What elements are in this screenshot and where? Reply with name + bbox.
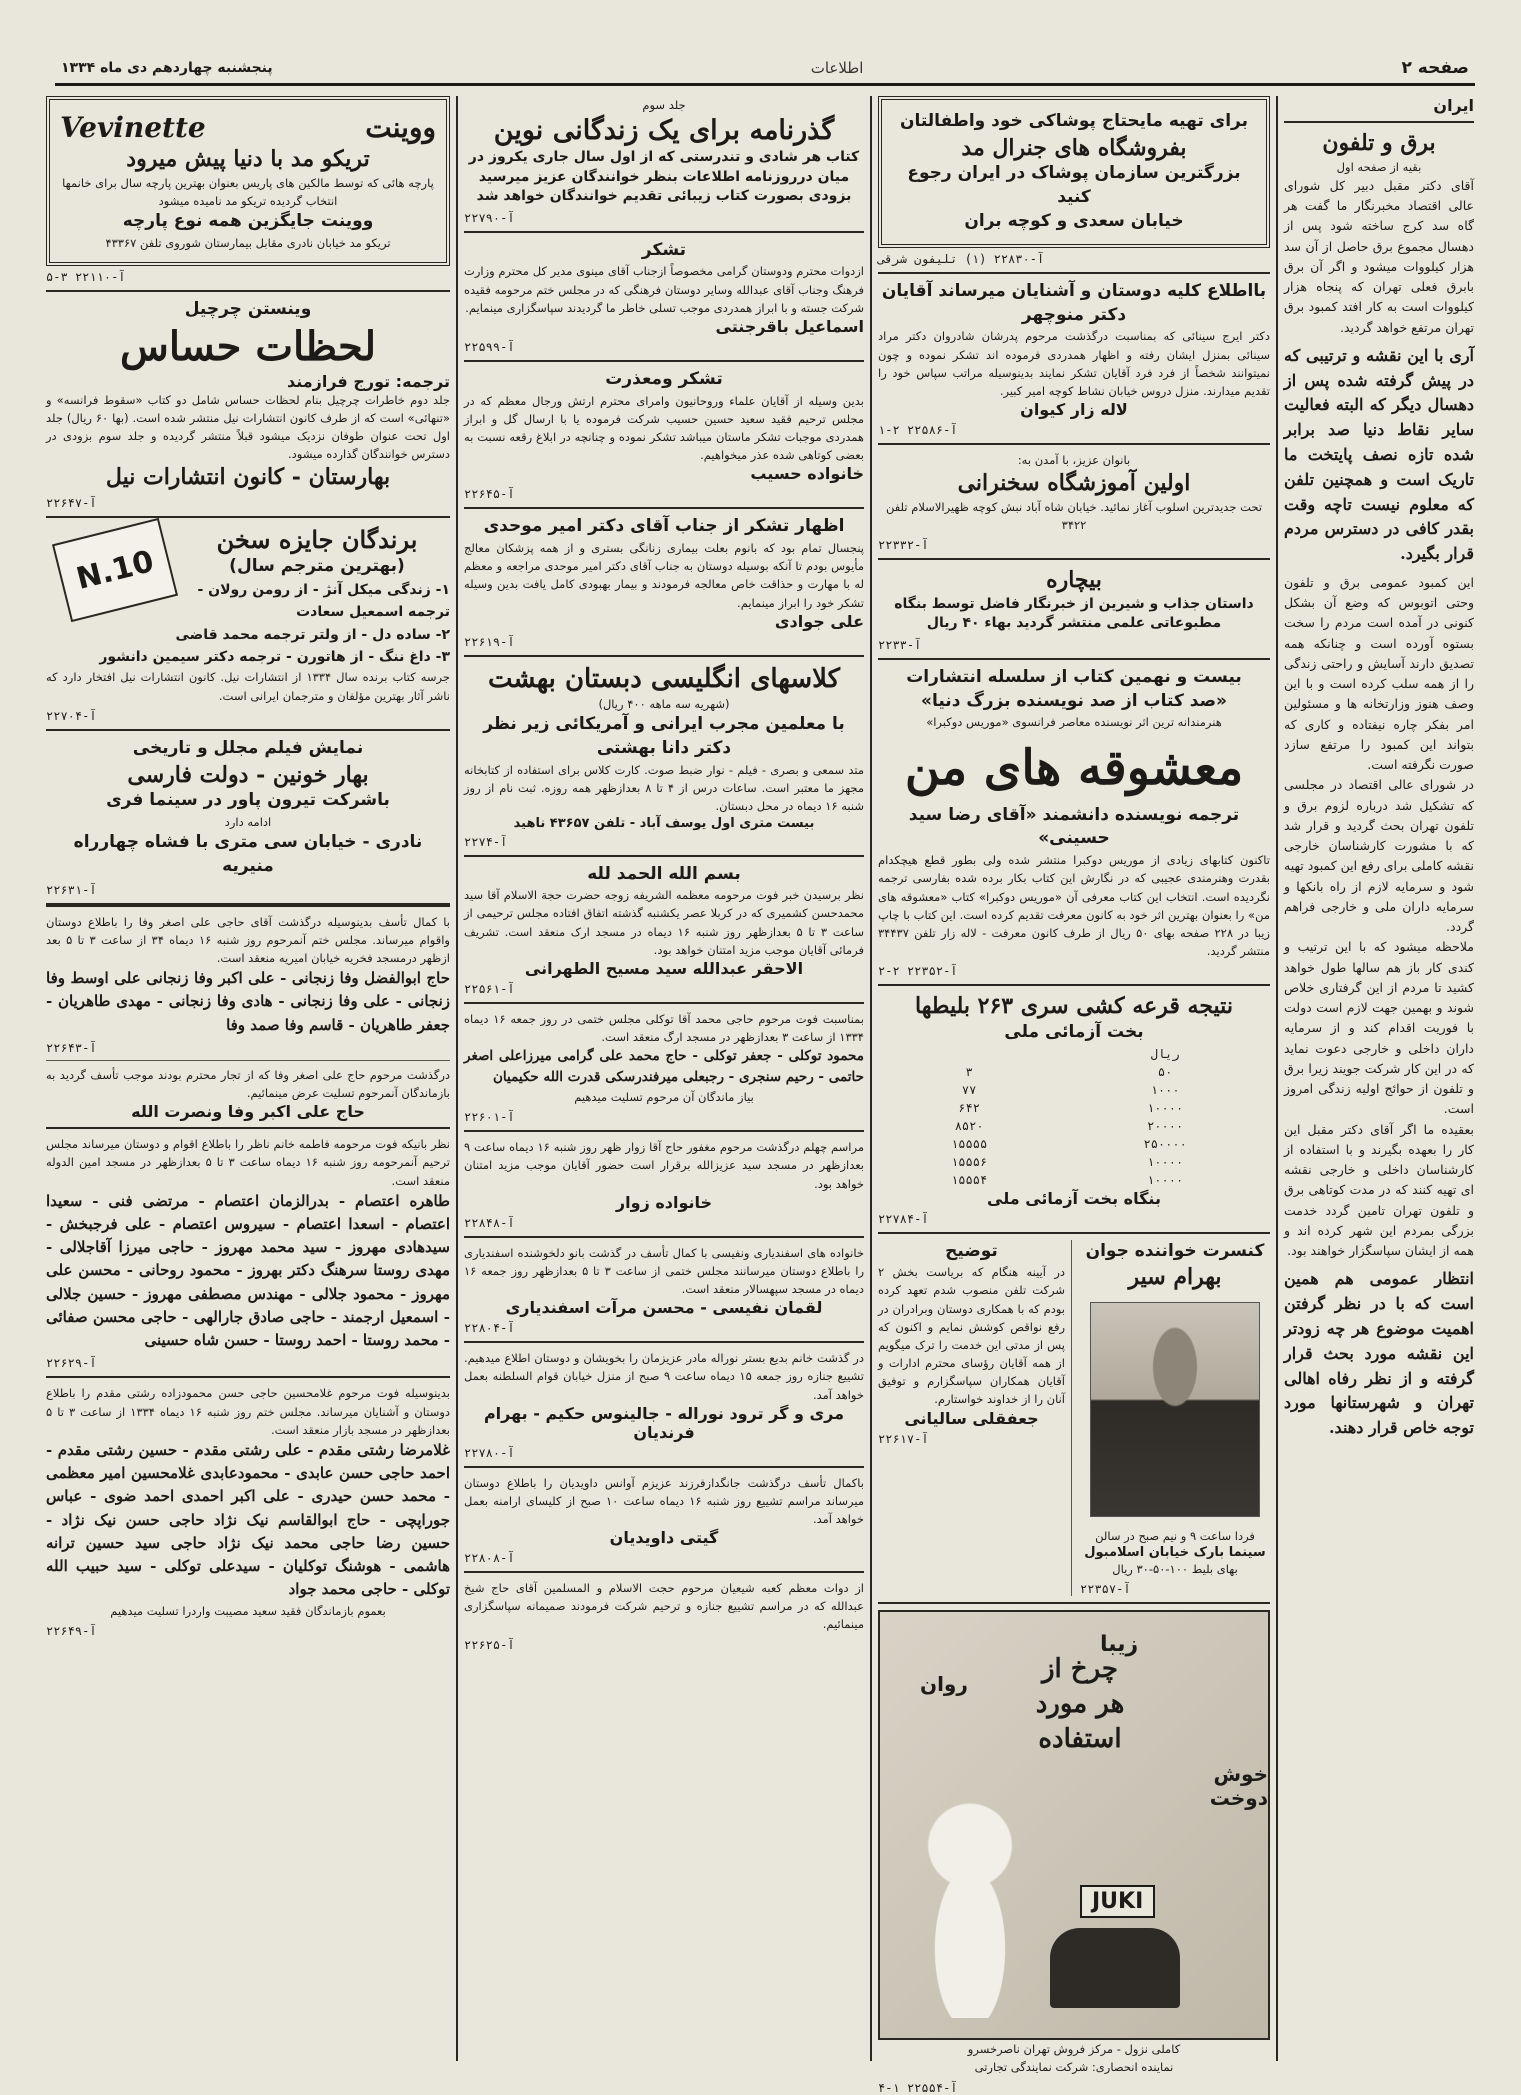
lottery-table (878, 1045, 1270, 1189)
article-cont: بقیه از صفحه اول (1336, 159, 1422, 174)
ad-foot: کاملی نزول - مرکز فروش تهران ناصرخسرو (967, 2042, 1181, 2057)
book-body: کتاب هر شادی و تندرستی که از اول سال جاری یکروز در میان درروزنامه اطلاعات بنظر خوانندگان عزیز میرسید بزودی بصورت کتاب زیبائی تقدیم خوانندگان خواهد شد (468, 148, 860, 205)
lottery-ticket: ۳ (965, 1064, 973, 1079)
thanks-ref: آ-۲۲۶۱۹ (464, 634, 515, 649)
column-rule (1276, 96, 1278, 2061)
ad-ref: آ-۲۲۵۵۴ ۱-۴ (878, 2080, 958, 2095)
notice-ref: آ-۲۲۶۴۹ (46, 1623, 97, 1638)
lottery-row (878, 1099, 1270, 1117)
book-body: جلد دوم خاطرات چرچیل بنام لحظات حساس شامل دو کتاب «سقوط فرانسه» و «تنهائی» است که از طرف کانون انتشارات نیل منتشر شده است. (بها ۶۰ ریال) جلد اول تحت عنوان طوفان نزدیک میشود قبلاً منتشر گردیده و جلد سوم بزودی در دسترس خوانندگان گذارده میشود. (46, 392, 450, 462)
lottery-row (878, 1063, 1270, 1081)
ad-ref: آ-۲۲۸۳۰ (۱) تلیفون شرقی (878, 251, 1045, 266)
notice-ref: آ-۲۲۶۱۷ (878, 1431, 929, 1446)
award-sub: (بهترین مترجم سال) (229, 556, 405, 577)
lottery-prize: ۲۵۰۰۰۰ (1143, 1136, 1187, 1151)
column-notices-3 (464, 96, 864, 2061)
ad-slogan-3: خوش دوخت (1209, 1762, 1268, 1811)
notice-names: حاج ابوالفضل وفا زنجانی - علی اکبر وفا زنجانی علی اوسط وفا زنجانی - علی وفا زنجانی - هادی وفا زنجانی - مهدی طاهریان - جعفر طاهریان - قاسم وفا صمد وفا (46, 969, 450, 1034)
thanks-body: ازدوات محترم ودوستان گرامی مخصوصاً ازجناب آقای مینوی مدیر کل محترم وزارت فرهنگ وجناب آقای عبدالله وسایر دوستان فرهنگی که در مجلس ختم مرحومه فقیده شرکت جسته و با ابراز همدردی موجب تسلی خاطر ما گردیدند سپاسگزاری مینمایم. (464, 264, 864, 315)
notice-ref: آ-۲۲۶۴۳ (46, 1040, 97, 1055)
notice-body: بدینوسیله فوت مرحوم غلامحسین حاجی حسن محمودزاده رشتی مقدم را باطلاع دوستان و آشنایان میرساند. مجلس ختم روز شنبه ۱۶ دیماه ۱۳۳۴ از ساعت ۳ تا ۵ بعدازظهر در مسجد بازار منعقد است. (46, 1386, 451, 1437)
column-rule (456, 96, 458, 2061)
notice-ref: آ-۲۲۷۸۰ (464, 1445, 515, 1460)
lottery-row (878, 1117, 1270, 1135)
juki-ad (878, 1610, 1270, 2040)
notice-body: دکتر ایرج سینائی که بمناسبت درگذشت مرحوم پدرشان شادروان دکتر مراد سینائی بمنزل ایشان رفته و اظهار همدردی فرموده اند تشکر نموده و چون نمیتوانند شخصاً از فرد فرد آقایان تشکر نمایند بدینوسیله مراتب سپاس خود را تقدیم میدارند. منزل دروس خیابان نشاط کوچه امیر کبیر. (878, 329, 1270, 398)
ad-address: تریکو مد خیابان نادری مقابل بیمارستان شوروی تلفن ۴۳۳۶۷ (105, 235, 391, 250)
ad-foot: نماینده انحصاری: شرکت نمایندگی تجارتی (974, 2060, 1174, 2075)
paper-name: اطلاعات (810, 58, 864, 77)
lottery-prize: ۱۰۰۰۰ (1147, 1172, 1184, 1187)
notice-ref: آ-۲۲۶۰۱ (464, 1110, 515, 1125)
film-address: نادری - خیابان سی متری با فشاه چهارراه منیریه (73, 832, 423, 876)
lottery-ticket: ۷۷ (961, 1082, 977, 1097)
notice-sign: جعفقلی سالیانی (904, 1408, 1039, 1428)
section-label: ایران (1433, 96, 1474, 115)
award-ad (46, 524, 450, 597)
notice-ref: آ-۲۲۶۲۹ (46, 1356, 97, 1371)
notice-ref: آ-۲۲۶۲۵ (464, 1637, 515, 1652)
book-body: داستان جذاب و شیرین از خبرنگار فاضل توسط بنگاه مطبوعاتی علمی منتشر گردید بهاء ۴۰ ریال (894, 595, 1254, 632)
award-item: ۱- زندگی میکل آنژ - از رومن رولان - ترجمه اسمعیل سعادت (197, 581, 450, 621)
lottery-ticket: ۶۴۲ (958, 1100, 980, 1115)
book-badge: N.10 (52, 518, 178, 622)
school-pre: بانوان عزیز، با آمدن به: (1017, 453, 1131, 467)
lottery-prize: ۱۰۰۰۰ (1147, 1100, 1184, 1115)
ad-body: پارچه هائی که توسط مالکین های پاریس بعنوان بهترین پارچه سال برای خانمها انتخاب گردیده تریکو مد نامیده میشود (62, 175, 434, 208)
book-title: گذرنامه برای یک زندگانی نوین (493, 115, 835, 147)
ad-ref: آ-۲۲۱۱۰ ۳-۵ (46, 269, 126, 284)
book-ref: آ-۲۲۶۴۷ (46, 495, 97, 510)
series-sub: «صد کتاب از صد نویسنده بزرگ دنیا» (921, 690, 1227, 711)
sewing-machine-illustration (1050, 1928, 1180, 2008)
notice-ref: آ-۲۲۵۸۶ ۲-۱ (878, 423, 958, 437)
thanks-ref: آ-۲۲۶۴۵ (464, 487, 515, 502)
ad-brand-fa: ووینت (365, 111, 436, 144)
lottery-title: نتیجه قرعه کشی سری ۲۶۳ بلیطها (915, 993, 1233, 1020)
lottery-row (878, 1171, 1270, 1189)
lottery-foot: بنگاه بخت آزمائی ملی (987, 1188, 1161, 1208)
thanks-title: تشکر ومعذرت (605, 368, 723, 389)
notice-sign: الاحقر عبدالله سید مسیح الطهرانی (524, 958, 804, 978)
notice-names: غلامرضا رشتی مقدم - علی رشتی مقدم - حسین رشتی مقدم - احمد حاجی حسن عابدی - محمودعابدی غلامحسین امیر معظمی - محمد حسن حیدری - علی اکبر احمدی احمد ضوی - عباس جوراپچی - حاج ابوالقاسم نیک نژاد حاجی حسن نیک نژاد - حسین رضا حاجی محمد نیک نژاد حاجی سید حسین ترانه هاشمی - هوشنگ توکلیان - سیدعلی توکلی - سید حبیب الله توکلی - حاجی محمد جواد (46, 1440, 451, 1599)
concert-and-notice (878, 1240, 1270, 1597)
thanks-ref: آ-۲۲۵۹۹ (464, 339, 515, 354)
book-ref: آ-۲۲۳۵۲ ۲-۲ (878, 964, 958, 979)
notice-body: نظر بانیکه فوت مرحومه فاطمه خانم ناظر را باطلاع اقوام و دوستان میرساند مجلس ترحیم آنمرحومه روز شنبه ۱۶ دیماه ساعت ۳ تا ۵ بعدازظهر در مسجد امین الدوله منعقد است. (46, 1137, 450, 1188)
thanks-sign: اسماعیل باقرجنتی (715, 316, 864, 336)
ad-brand-en: Vevinette (60, 111, 206, 144)
school-fee: (شهریه سه ماهه ۴۰۰ ریال) (598, 697, 730, 712)
notice-sign: گیتی داویدیان (609, 1528, 719, 1548)
thanks-sign: خانواده حسیب (750, 464, 864, 484)
concert-when: فردا ساعت ۹ و نیم صبح در سالن (1095, 1528, 1255, 1543)
lottery-col-head: ریال (1150, 1046, 1180, 1061)
book-ref: آ-۲۲۷۹۰ (464, 210, 515, 225)
series-head: بیست و نهمین کتاب از سلسله انتشارات (906, 666, 1242, 687)
thanks-sign: علی جوادی (774, 611, 864, 631)
school-title: اولین آموزشگاه سخنرانی (957, 470, 1191, 497)
concert-name: بهرام سیر (1128, 1264, 1222, 1291)
notice-foot: بعموم بازماندگان فقید سعید مصیبت واردرا تسلیت میدهیم (110, 1603, 386, 1618)
notice-body: از دوات معظم کعبه شیعیان مرحوم حجت الاسلام و المسلمین آقای حاج شیخ عبدالله که در مراسم تشییع جنازه و ترحیم شرکت فرمودند صمیمانه سپاسگزاری مینمائیم. (464, 1581, 864, 1632)
notice-body: بمناسبت فوت مرحوم حاجی محمد آقا توکلی مجلس ختمی در روز جمعه ۱۶ دیماه ۱۳۳۴ از ساعت ۳ بعدازظهر در مسجد ارگ منعقد است. (464, 1011, 864, 1045)
column-rule (870, 96, 872, 2061)
notice-sign: لاله زار کیوان (1020, 400, 1128, 419)
award-body: جرسه کتاب برنده سال ۱۳۳۴ از انتشارات نیل. کانون انتشارات نیل افتخار دارد که ناشر آثار بهترین مؤلفان و مترجمان ایرانی است. (46, 670, 450, 703)
notice-sign: لقمان نفیسی - محسن مرآت اسفندیاری (505, 1298, 823, 1318)
school-ref: آ-۲۲۷۴ (464, 834, 508, 849)
article-paragraph: در شورای عالی اقتصاد در مجلسی که تشکیل شد درباره لزوم برق و تلفون تهران بحث گردید و قرار شد که با مشورت کارشناسان خارجی نقشه کاملی برای رفع این کمبود تهیه شود و سرمایه لازم از راه بانکها و سرمایه داران ملی و خارجی فراهم گردد. (1284, 777, 1474, 935)
book-author: هنرمندانه ترین اثر نویسنده معاصر فرانسوی «موریس دوکبرا» (926, 715, 1222, 730)
ad-line: بزرگترین سازمان پوشاک در ایران رجوع کنید (907, 163, 1241, 208)
lottery-ref: آ-۲۲۷۸۴ (878, 1211, 929, 1226)
article-lead: آری با این نقشه و ترتیبی که در پیش گرفته شده پس از دهسال دیگر که البته فعالیت سایر نقاط دنیا صد برابر شده تازه نصف پایتخت ما تاریک است و همچنین تلفن که معلوم نیست تاچه وقت بقدر کافی در دسترس مردم قرار بگیرد. (1284, 345, 1474, 564)
book-title-large: معشوقه های من (904, 739, 1244, 796)
book-description: تاکنون کتابهای زیادی از موریس دوکبرا منتشر شده ولی بطور قطع هیچکدام بقدرت وهنرمندی عجیبی که در نگارش این کتاب بکار برده شده بفارسی ترجمه نگردیده است. انتخاب این کتاب معرفی آن «موریس دوکبرا» کتاب «معشوقه های من» را بعنوان بهترین اثر خود به کانون معرفت تقدیم کرده است. این کتاب با چاپ زیبا در ۲۲۸ صفحه بهای ۵۰ ریال از طرف کانون معرفت - لاله زار تلفن ۳۴۴۳۷ منتشر گردید. (878, 853, 1270, 958)
award-item: ۳- داغ ننگ - از هاتورن - ترجمه دکتر سیمین دانشور (99, 649, 450, 666)
ad-line: برای تهیه مایحتاج پوشاکی خود واطفالتان (899, 111, 1249, 131)
book-publisher: بهارستان - کانون انتشارات نیل (105, 464, 391, 491)
notice-names: محمود توکلی - جعفر توکلی - حاج محمد علی گرامی میرزاعلی اصغر حاتمی - رحیم سنجری - رجبعلی میرفندرسکی قدرت الله حکیمیان (464, 1048, 864, 1086)
ad-brand: زیبا (1100, 1632, 1139, 1658)
notice-body: خانواده های اسفندیاری ونفیسی با کمال تأسف در گذشت بانو دلخوشنده اسفندیاری را باطلاع دوستان میرسانند مجلس ختمی از ساعت ۳ تا ۵ بعدازظهر روز جمعه ۱۶ دیماه در مسجد سپهسالار منعقد است. (464, 1245, 865, 1297)
lottery-ticket: ۱۵۵۵۵ (951, 1136, 988, 1151)
notice-body: مراسم چهلم درگذشت مرحوم مغفور حاج آقا زوار ظهر روز شنبه ۱۶ دیماه ساعت ۹ بعدازظهر در مسجد سید عزیزالله برقرار است حضور آقایان موجب مزید امتنان خواهد بود. (464, 1140, 865, 1191)
column-ads-2 (878, 96, 1270, 2095)
column-iran (1284, 96, 1474, 2061)
notice-sign: مری و گر ترود نوراله - جالینوس حکیم - بهرام فرندیان (483, 1403, 845, 1442)
ad-slogan-2: روان (920, 1672, 968, 1697)
lottery-row (878, 1153, 1270, 1171)
ad-line: خیابان سعدی و کوچه بران (964, 210, 1184, 231)
notice-ref: آ-۲۲۵۶۱ (464, 981, 515, 996)
book-translator: ترجمه نویسنده دانشمند «آقای رضا سید حسینی» (908, 804, 1240, 849)
article-title: برق و تلفون (1322, 130, 1436, 156)
ad-brand-line: ووینت جایگزین همه نوع پارچه (122, 210, 374, 231)
notice-ref: آ-۲۲۸۰۸ (464, 1551, 515, 1566)
film-title: بهار خونین - دولت فارسی (127, 761, 369, 788)
page-number: صفحه ۲ (1401, 57, 1469, 78)
notice-sign: خانواده زوار (615, 1192, 713, 1212)
singer-photo (1090, 1302, 1260, 1517)
notice-body: در آیینه هنگام که بریاست بخش ۲ شرکت تلفن منصوب شدم تعهد کرده بودم که با همکاری دوستان وبرادران در رفع نواقص کوشش نمایم و اکنون که پس از مدتی این خدمت را ترک میگویم از همه آقایان رؤسای محترم ادارات و آقایان همکاران سپاسگزارم و توفیق آنان را از خداوند خواستارم. (878, 1265, 1065, 1407)
book-title: بیچاره (1046, 567, 1102, 594)
notice-body: باکمال تأسف درگذشت جانگدازفرزند عزیزم آوانس داویدیان را باطلاع دوستان میرساند مراسم تشییع روز شنبه ۱۶ دیماه ساعت ۱۰ صبح از کلیسای ارامنه بعمل خواهد آمد. (464, 1475, 865, 1526)
article-paragraph: بعقیده ما اگر آقای دکتر مقبل این کار را بعهده بگیرند و با استفاده از کارشناسان داخلی و خارجی نقشه ای تهیه کنند که در مدت کوتاهی برق و تلفون تهران تامین گردد خدمت بزرگی بمردم این شهر کرده اند و همه از ایشان سپاسگزار خواهند بود. (1284, 1121, 1474, 1259)
lottery-prize: ۱۰۰۰۰ (1147, 1154, 1184, 1169)
ad-slogan: تریکو مد با دنیا پیش میرود (126, 146, 370, 172)
concert-ref: آ-۲۲۳۵۷ (1080, 1582, 1131, 1597)
concert-price: بهای بلیط ۱۰۰-۵۰-۳۰ ریال (1112, 1562, 1238, 1577)
ad-slogan: چرخ از هر مورد استفاده (1035, 1654, 1125, 1755)
issue-date: پنجشنبه چهاردهم دی ماه ۱۳۳۴ (61, 59, 273, 76)
school-body: متد سمعی و بصری - فیلم - نوار ضبط صوت. کارت کلاس برای استفاده از کتابخانه مجهز ما معتبر است. ساعات درس از ۴ تا ۸ بعدازظهر همه روزه. ثبت نام از روز شنبه ۱۶ دیماه در محل دبستان. (464, 763, 865, 814)
masthead (55, 52, 1475, 86)
book-ref: آ-۲۲۳۳ (878, 637, 922, 652)
ad-headline: بفروشگاه های جنرال مد (961, 134, 1187, 161)
thanks-title: تشکر (641, 239, 687, 260)
school-address: بیست متری اول یوسف آباد - تلفن ۴۳۶۵۷ ناهید (513, 815, 815, 831)
film-sub-2: ادامه دارد (224, 814, 272, 829)
book-volume: جلد سوم (642, 98, 686, 112)
notice-title: بااطلاع کلیه دوستان و آشنایان میرساند آقایان دکتر منوچهر (881, 280, 1267, 325)
concert-ad (1080, 1240, 1270, 1597)
school-sub-2: دکتر دانا بهشتی (596, 738, 732, 759)
article-paragraph: این کمبود عمومی برق و تلفون وحتی اتوبوس که وضع آن بشکل کنونی در آمده است مردم را سخت بستوه آورده است و چنانکه همه تصدیق دارند آسایش و راحتی زندگی را از همه سلب کرده است و با این وصف هنوز وزارتخانه ها و مسئولین امر بفکر چاره نیفتاده و کاری که بتواند این کمبود را مرتفع سازد صورت نگرفته است. (1284, 574, 1474, 773)
school-body: تحت جدیدترین اسلوب آغاز نمائید. خیابان شاه آباد نبش کوچه ظهیرالاسلام تلفن ۳۴۲۲ (885, 499, 1263, 532)
school-sub: با معلمین مجرب ایرانی و آمریکائی زیر نظر (483, 714, 845, 735)
lottery-ticket: ۸۵۲۰ (954, 1118, 984, 1133)
article-paragraph: آقای دکتر مقبل دبیر کل شورای عالی اقتصاد مخبرنگار ما گفت هر گاه سد کرج ساخته شود پس از دهسال مجموع برق حاصل از آن سد هزار کیلووات میشود و اگر آن برق بابرق فعلی تهران که پنجاه هزار کیلووات است به کار افتد کمبود برق تهران مرتفع خواهد گردید. (1284, 177, 1474, 335)
ad-vevinette (46, 96, 450, 266)
notice-title: توضیح (945, 1240, 998, 1261)
notice-names: طاهره اعتصام - بدرالزمان اعتصام - مرتضی فنی - سعیدا اعتصام - اسعدا اعتصام - سیروس اعتصام - علی فرجبخش - سیدهادی مهروز - سید محمد مهروز - حاجی میرزا آقاجلالی - مهدی روستا سرهنگ دکتر بهروز - محمود روحانی - محسن علی مهروز - محمود جلالی - مهندس مصطفی مهروز - حسین جلالی - اسمعیل ارجمند - حاجی صادق جارالهی - حاجی محسن صفائی - محمد روستا - احمد روستا - حسن شاه حسینی (46, 1191, 450, 1350)
lottery-prize: ۲۰۰۰۰ (1147, 1118, 1184, 1133)
book-translator: ترجمه: تورج فرازمند (286, 371, 450, 391)
book-title: لحظات حساس (119, 322, 376, 370)
thanks-title: اظهار تشکر از جناب آقای دکتر امیر موحدی (483, 516, 845, 537)
thanks-body: پنجسال تمام بود که بانوم بعلت بیماری زنانگی بستری و از همه پزشکان معالج مأیوس بودم تا آنکه بوسیله دوستان به جناب آقای دکتر امیر موحدی مراجعه و معظم له با مهارت و حذاقت خاص معالجه فرمودند و بیمار بهبودی کامل یافت بدین وسیله تشکر خود را ابراز مینمایم. (464, 541, 864, 610)
notice-sign: حاج علی اکبر وفا ونصرت الله (131, 1102, 365, 1122)
clarification-notice (878, 1240, 1072, 1597)
article-closing: انتظار عمومی هم همین است که با در نظر گرفتن اهمیت موضوع هر چه زودتر این نقشه مورد بحث قرار گرفته و از نظر رفاه اهالی تهران و شهرستانها مورد توجه خاص قرار دهند. (1284, 1269, 1474, 1438)
lottery-sub: بخت آزمائی ملی (1004, 1021, 1144, 1042)
column-ads-4 (46, 96, 450, 2061)
lottery-ticket: ۱۵۵۵۴ (951, 1172, 988, 1187)
film-sub: باشرکت تیرون پاور در سینما فری (106, 790, 390, 811)
lottery-col-head (878, 1045, 1060, 1063)
concert-title: کنسرت خواننده جوان (1085, 1240, 1265, 1261)
lottery-prize: ۱۰۰۰ (1150, 1082, 1180, 1097)
notice-body: در گذشت خانم بدیع بستر نوراله مادر عزیزمان را بخویشان و دوستان اطلاع میدهیم. تشییع جنازه روز جمعه ۱۵ دیماه ساعت ۹ صبح از منزل خیابان قوام السلطنه بعمل خواهد آمد. (464, 1351, 864, 1402)
lottery-row (878, 1135, 1270, 1153)
award-ref: آ-۲۲۷۰۴ (46, 708, 97, 723)
child-illustration (900, 1788, 1040, 2018)
notice-ref: آ-۲۲۸۴۸ (464, 1215, 515, 1230)
notice-body: درگذشت مرحوم حاج علی اصغر وفا که از تجار محترم بودند موجب تأسف گردید به بازماندگان آنمرحوم تسلیت عرض مینمائیم. (46, 1067, 450, 1101)
award-title: برندگان جایزه سخن (216, 524, 418, 554)
film-ref: آ-۲۲۶۳۱ (46, 882, 97, 897)
notice-ref: آ-۲۲۸۰۴ (464, 1321, 515, 1336)
lottery-prize: ۵۰ (1157, 1064, 1173, 1079)
article-paragraph: ملاحظه میشود که با این ترتیب و کندی کار باز هم سالها طول خواهد کشید تا مردم از این گرفتاری خلاص شوند و بهمین جهت لازم است دولت با فوریت اقدام کند و از سرمایه داران داخلی و خارجی دعوت نماید که در این کار شرکت جویند زیرا برق و تلفون از حوائج اولیه زندگی امروز است. (1284, 939, 1474, 1117)
notice-body: با کمال تأسف بدینوسیله درگذشت آقای حاجی علی اصغر وفا را باطلاع دوستان واقوام میرساند. مجلس ختم آنمرحوم روز شنبه ۱۶ دیماه ۳۴ از ساعت ۳ تا ۵ بعد ازظهر درمسجد فخریه خیابان امیریه منعقد است. (46, 914, 450, 965)
thanks-body: بدین وسیله از آقایان علماء وروحانیون وامرای محترم ارتش ورجال معظم که در مجلس ترحیم فقید سعید حسین حسیب شرکت فرموده یا با ارسال گل و ابراز همدردی موجبات تشکر ماستان میباشد تشکر نموده و چنانچه در ابلاغ رقعه نسبت به بعضی کوتاهی شده عذر میخواهیم. (464, 393, 864, 463)
lottery-row (878, 1081, 1270, 1099)
juki-logo: JUKI (1080, 1885, 1155, 1918)
lottery-ticket: ۱۵۵۵۶ (951, 1154, 988, 1169)
film-pre: نمایش فیلم مجلل و تاریخی (132, 737, 364, 758)
notice-title: بسم الله الحمد لله (587, 863, 741, 884)
concert-where: سینما بارک خیابان اسلامبول (1084, 1545, 1266, 1561)
school-ref: آ-۲۲۳۳۲ (878, 538, 929, 553)
ad-general-mode (878, 96, 1270, 248)
notice-foot: بیاز ماندگان آن مرحوم تسلیت میدهیم (574, 1090, 754, 1105)
school-title: کلاسهای انگلیسی دبستان بهشت (487, 663, 841, 694)
notice-body: نظر برسیدن خبر فوت مرحومه معظمه الشریفه زوجه حضرت حجة الاسلام آقا سید محمدحسن کشمیری که در کربلا عصر یکشنبه گذشته اتفاق افتاده مجلس ترحیمی از ساعت ۳ تا ۵ بعدازظهر روز شنبه ۱۶ دیماه در مسجد ارک منعقد است. تشریف فرمائی آقایان موجب مزید امتنان خواهد بود. (464, 888, 865, 957)
book-author: وینستن چرچیل (184, 298, 312, 319)
award-item: ۲- ساده دل - از ولتر ترجمه محمد قاضی (175, 626, 450, 643)
